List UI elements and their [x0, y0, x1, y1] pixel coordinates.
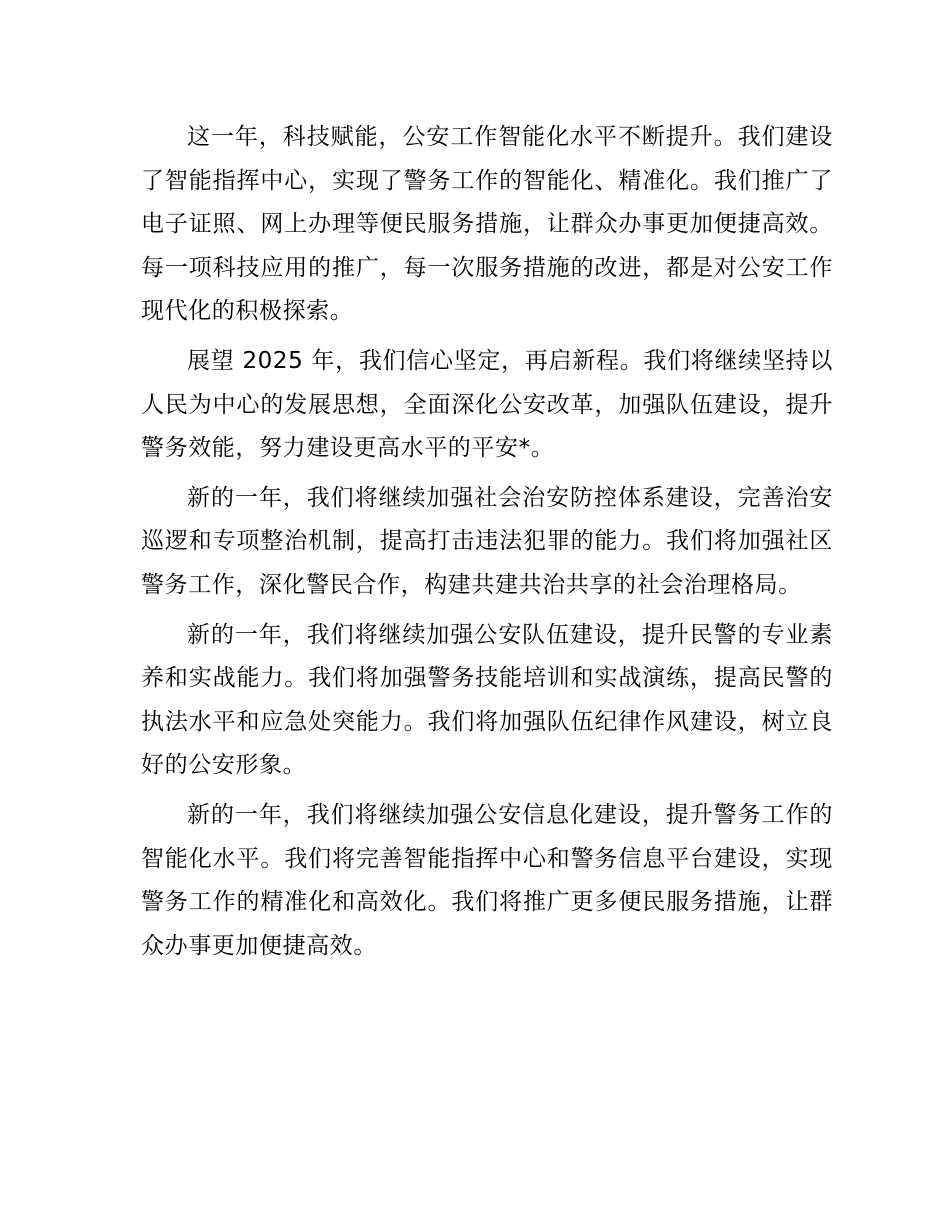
paragraph-2: 展望 2025 年，我们信心坚定，再启新程。我们将继续坚持以人民为中心的发展思想，全面深化公安改革，加强队伍建设，提升警务效能，努力建设更高水平的平安*。	[141, 347, 833, 462]
paragraph-1: 这一年，科技赋能，公安工作智能化水平不断提升。我们建设了智能指挥中心，实现了警务工作的智能化、精准化。我们推广了电子证照、网上办理等便民服务措施，让群众办事更加便捷高效。每一项科技应用的推广，每一次服务措施的改进，都是对公安工作现代化的积极探索。	[141, 124, 833, 325]
document-body	[141, 116, 833, 974]
paragraph-4: 新的一年，我们将继续加强公安队伍建设，提升民警的专业素养和实战能力。我们将加强警务技能培训和实战演练，提高民警的执法水平和应急处突能力。我们将加强队伍纪律作风建设，树立良好的公安形象。	[141, 621, 833, 779]
paragraph-5: 新的一年，我们将继续加强公安信息化建设，提升警务工作的智能化水平。我们将完善智能指挥中心和警务信息平台建设，实现警务工作的精准化和高效化。我们将推广更多便民服务措施，让群众办事更加便捷高效。	[141, 801, 833, 959]
paragraph-3: 新的一年，我们将继续加强社会治安防控体系建设，完善治安巡逻和专项整治机制，提高打击违法犯罪的能力。我们将加强社区警务工作，深化警民合作，构建共建共治共享的社会治理格局。	[141, 484, 833, 598]
